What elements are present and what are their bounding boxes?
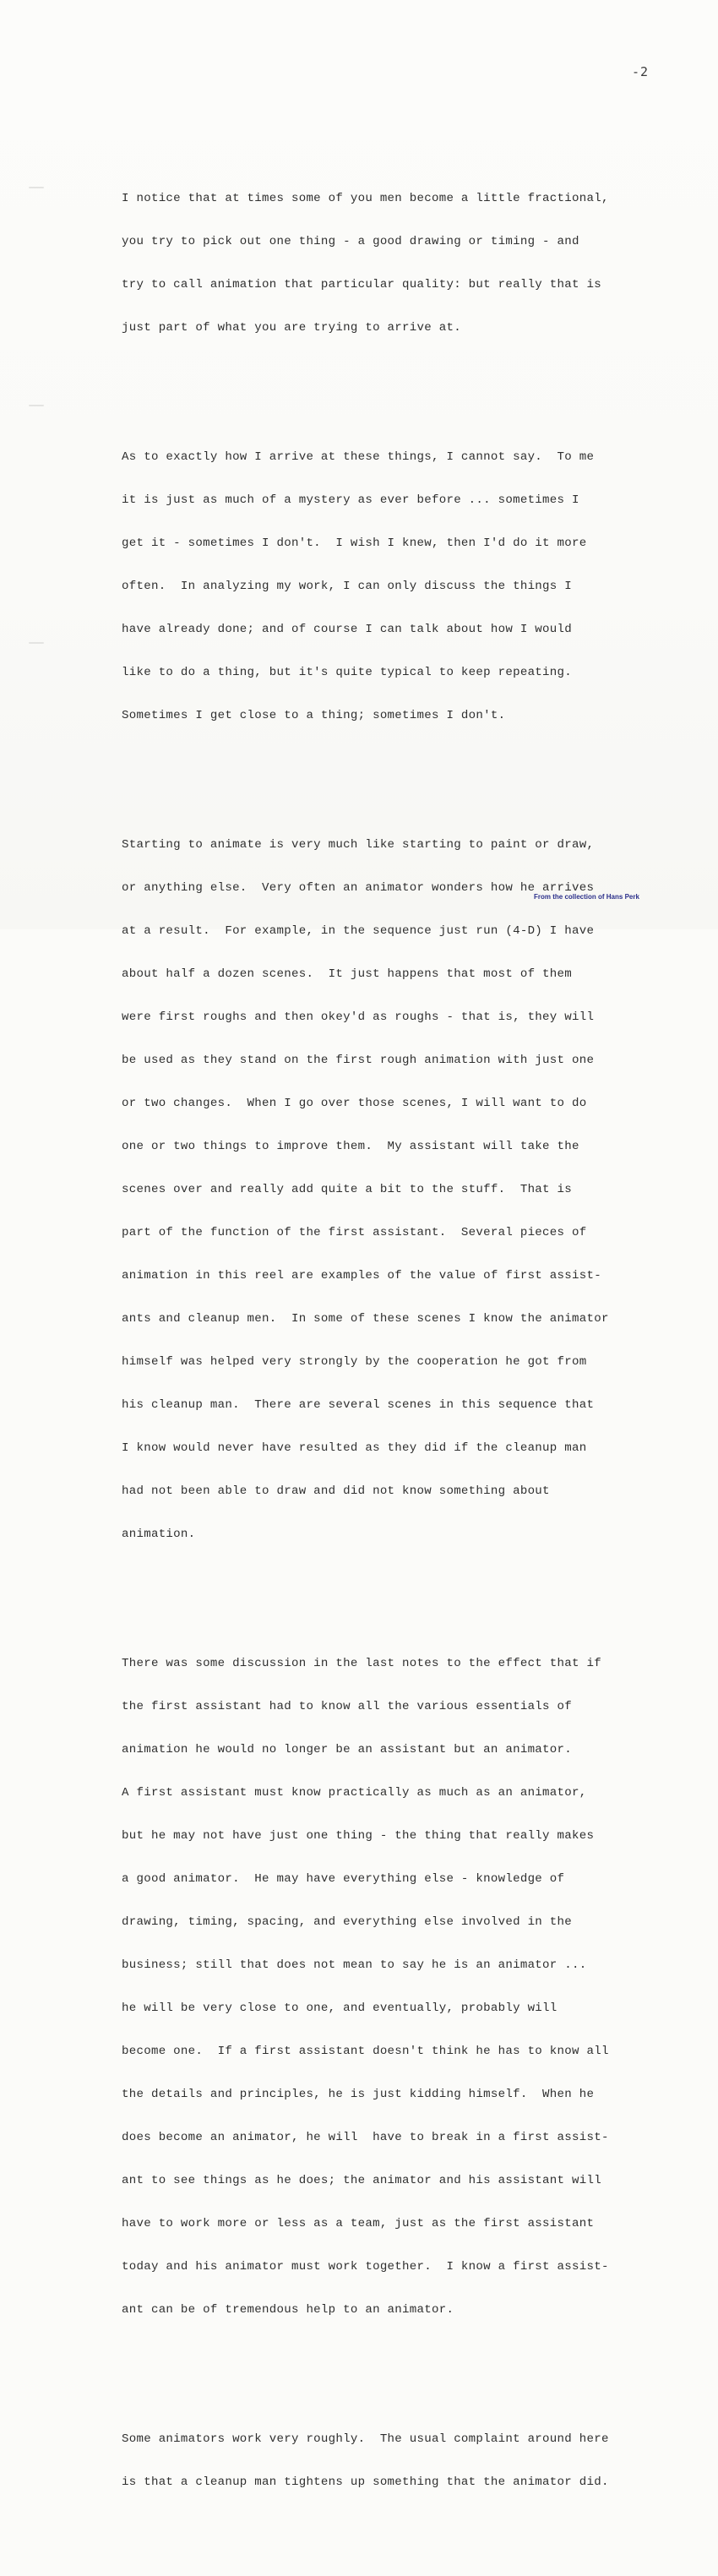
paragraph (122, 1628, 704, 2346)
text-line: ants and cleanup men. In some of these scenes I know the animator (122, 1312, 609, 1326)
text-line: scenes over and really add quite a bit to the stuff. That is (122, 1183, 572, 1196)
text-line: I notice that at times some of you men become a little fractional, (122, 192, 609, 205)
text-line: does become an animator, he will have to break in a first assist- (122, 2131, 609, 2144)
document-body (122, 120, 704, 2576)
paragraph (122, 422, 704, 752)
text-line: Some animators work very roughly. The usual complaint around here (122, 2432, 609, 2446)
text-line: ant to see things as he does; the animator and his assistant will (122, 2174, 601, 2187)
text-line: it is just as much of a mystery as ever before ... sometimes I (122, 493, 579, 507)
text-line: be used as they stand on the first rough animation with just one (122, 1054, 595, 1067)
text-line: drawing, timing, spacing, and everything else involved in the (122, 1915, 572, 1929)
text-line: A first assistant must know practically as much as an animator, (122, 1786, 587, 1800)
text-line: you try to pick out one thing - a good drawing or timing - and (122, 235, 579, 248)
text-line: one or two things to improve them. My assistant will take the (122, 1140, 579, 1153)
text-line: business; still that does not mean to say he is an animator ... (122, 1958, 587, 1972)
text-line: As to exactly how I arrive at these things, I cannot say. To me (122, 450, 595, 464)
text-line: Starting to animate is very much like starting to paint or draw, (122, 838, 595, 852)
text-line: but he may not have just one thing - the thing that really makes (122, 1829, 595, 1843)
text-line: were first roughs and then okey'd as roughs - that is, they will (122, 1010, 595, 1024)
text-line: is that a cleanup man tightens up something that the animator did. (122, 2475, 609, 2489)
text-line: his cleanup man. There are several scenes in this sequence that (122, 1398, 595, 1412)
text-line: animation he would no longer be an assistant but an animator. (122, 1743, 572, 1756)
text-line: a good animator. He may have everything else - knowledge of (122, 1872, 565, 1886)
paragraph (122, 2404, 704, 2519)
text-line: the details and principles, he is just kidding himself. When he (122, 2088, 595, 2101)
text-line: have already done; and of course I can talk about how I would (122, 623, 572, 636)
punch-hole-mark (29, 405, 44, 406)
text-line: had not been able to draw and did not know something about (122, 1484, 550, 1498)
text-line: try to call animation that particular quality: but really that is (122, 278, 601, 291)
text-line: himself was helped very strongly by the cooperation he got from (122, 1355, 587, 1369)
text-line: get it - sometimes I don't. I wish I knew, then I'd do it more (122, 536, 587, 550)
text-line: or anything else. Very often an animator wonders how he arrives (122, 881, 595, 895)
text-line: today and his animator must work together. I know a first assist- (122, 2260, 609, 2274)
text-line: Sometimes I get close to a thing; sometimes I don't. (122, 709, 506, 722)
text-line: he will be very close to one, and eventually, probably will (122, 2001, 558, 2015)
text-line: animation. (122, 1528, 196, 1541)
text-line: about half a dozen scenes. It just happens that most of them (122, 967, 572, 981)
text-line: often. In analyzing my work, I can only discuss the things I (122, 580, 572, 593)
text-line: have to work more or less as a team, just as the first assistant (122, 2217, 595, 2230)
paragraph (122, 163, 704, 364)
text-line: become one. If a first assistant doesn't think he has to know all (122, 2045, 609, 2058)
text-line: or two changes. When I go over those scenes, I will want to do (122, 1097, 587, 1110)
punch-hole-mark (29, 642, 44, 644)
punch-hole-mark (29, 187, 44, 188)
text-line: ant can be of tremendous help to an animator. (122, 2303, 454, 2317)
text-line: just part of what you are trying to arrive at. (122, 321, 461, 335)
collection-credit: From the collection of Hans Perk (534, 893, 639, 901)
paragraph (122, 809, 704, 1571)
text-line: animation in this reel are examples of the value of first assist- (122, 1269, 601, 1283)
text-line: like to do a thing, but it's quite typical to keep repeating. (122, 666, 572, 679)
text-line: There was some discussion in the last notes to the effect that if (122, 1657, 601, 1670)
text-line: the first assistant had to know all the various essentials of (122, 1700, 572, 1713)
text-line: at a result. For example, in the sequence just run (4-D) I have (122, 924, 595, 938)
text-line: I know would never have resulted as they did if the cleanup man (122, 1441, 587, 1455)
page-number: -2 (632, 64, 650, 79)
text-line: part of the function of the first assistant. Several pieces of (122, 1226, 587, 1239)
